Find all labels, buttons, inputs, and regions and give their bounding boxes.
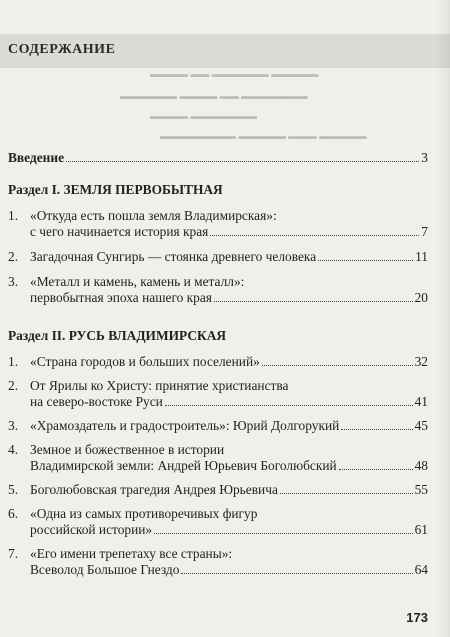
toc-entry <box>8 482 428 498</box>
dot-leader <box>280 492 413 494</box>
toc-entry-body <box>30 546 428 578</box>
show-through-text: ▬▬▬▬▬▬▬▬ ▬▬▬▬▬ ▬▬▬ ▬▬▬▬▬ <box>160 132 367 142</box>
toc-line <box>30 290 428 306</box>
toc-entry <box>8 442 428 474</box>
section-title: Раздел I. ЗЕМЛЯ ПЕРВОБЫТНАЯ <box>8 182 223 197</box>
toc-page-ref: 20 <box>414 290 428 305</box>
toc-line <box>30 394 428 410</box>
toc-line <box>30 562 428 578</box>
toc-entry-number: 1. <box>8 208 19 223</box>
toc-entry-number: 3. <box>8 274 19 289</box>
toc-line-text: Введение <box>8 150 65 165</box>
dot-leader <box>181 572 412 574</box>
dot-leader <box>214 300 413 302</box>
toc-entry-body <box>30 442 428 474</box>
page-edge-shadow <box>436 0 450 637</box>
toc-entry-intro <box>8 150 428 166</box>
toc-entry <box>8 249 428 265</box>
dot-leader <box>262 364 413 366</box>
toc-page-ref: 64 <box>414 562 428 577</box>
toc-page-ref: 55 <box>414 482 428 497</box>
toc-line-text: Боголюбовская трагедия Андрея Юрьевича <box>30 482 278 497</box>
toc-page-ref: 45 <box>414 418 428 433</box>
toc-line-text: Загадочная Сунгирь — стоянка древнего человека <box>30 249 317 264</box>
page-heading: СОДЕРЖАНИЕ <box>8 42 116 57</box>
toc-line-text: первобытная эпоха нашего края <box>30 290 212 305</box>
toc-line <box>30 418 428 434</box>
toc-page-ref: 61 <box>414 522 428 537</box>
dot-leader <box>339 468 413 470</box>
toc-entry <box>8 506 428 538</box>
toc-page-ref: 32 <box>414 354 428 369</box>
toc-entry <box>8 274 428 306</box>
toc-line-text: «Откуда есть пошла земля Владимирская»: <box>30 208 277 223</box>
dot-leader <box>66 160 419 162</box>
toc-entry <box>8 546 428 578</box>
toc-line-text: Всеволод Большое Гнездо <box>30 562 180 577</box>
dot-leader <box>165 404 413 406</box>
toc-entry-number: 1. <box>8 354 19 369</box>
toc-line-text: на северо-востоке Руси <box>30 394 163 409</box>
toc-line-text: «Страна городов и больших поселений» <box>30 354 260 369</box>
toc-entry-number: 6. <box>8 506 19 521</box>
table-of-contents <box>8 150 428 586</box>
toc-line-text: с чего начинается история края <box>30 224 209 239</box>
toc-page-ref: 3 <box>421 150 428 165</box>
toc-line-text: российской истории» <box>30 522 153 537</box>
toc-line <box>30 249 428 265</box>
toc-entry-number: 5. <box>8 482 19 497</box>
toc-entry-body <box>30 378 428 410</box>
page-number: 173 <box>406 610 428 625</box>
toc-entry <box>8 418 428 434</box>
toc-entry-number: 4. <box>8 442 19 457</box>
toc-line-text: «Храмоздатель и градостроитель»: Юрий Долгорукий <box>30 418 340 433</box>
toc-line-text: Земное и божественное в истории <box>30 442 225 457</box>
toc-line <box>30 522 428 538</box>
dot-leader <box>341 428 412 430</box>
toc-entry-number: 7. <box>8 546 19 561</box>
toc-line-text: От Ярилы ко Христу: принятие христианства <box>30 378 289 393</box>
toc-entry-body <box>30 354 428 370</box>
toc-line <box>30 224 428 240</box>
toc-entry-body <box>30 506 428 538</box>
dot-leader <box>210 234 419 236</box>
toc-page-ref: 41 <box>414 394 428 409</box>
toc-page-ref: 48 <box>414 458 428 473</box>
toc-line <box>30 354 428 370</box>
section-title: Раздел II. РУСЬ ВЛАДИМИРСКАЯ <box>8 328 227 343</box>
dot-leader <box>154 532 412 534</box>
show-through-text: ▬▬▬▬▬▬ ▬▬▬▬ ▬▬ ▬▬▬▬▬▬▬ <box>120 92 308 102</box>
toc-entry <box>8 378 428 410</box>
toc-line-text: «Одна из самых противоречивых фигур <box>30 506 258 521</box>
toc-entry-number: 2. <box>8 378 19 393</box>
toc-entry-body <box>30 274 428 306</box>
show-through-text: ▬▬▬▬ ▬▬ ▬▬▬▬▬▬ ▬▬▬▬▬ <box>150 70 319 80</box>
toc-line <box>30 482 428 498</box>
toc-line-text: Владимирской земли: Андрей Юрьевич Боголюбский <box>30 458 337 473</box>
toc-entry <box>8 208 428 240</box>
toc-line-text: «Металл и камень, камень и металл»: <box>30 274 245 289</box>
toc-page-ref: 11 <box>415 249 428 264</box>
dot-leader <box>318 259 413 261</box>
toc-line-text: «Его имени трепетаху все страны»: <box>30 546 233 561</box>
toc-entry-body <box>30 208 428 240</box>
toc-entry-body <box>30 249 428 265</box>
show-through-text: ▬▬▬▬ ▬▬▬▬▬▬▬ <box>150 112 257 122</box>
toc-entry <box>8 354 428 370</box>
toc-entry-body <box>30 482 428 498</box>
toc-entry-number: 3. <box>8 418 19 433</box>
toc-line <box>30 458 428 474</box>
toc-entry-number: 2. <box>8 249 19 264</box>
toc-entry-body <box>30 418 428 434</box>
toc-page-ref: 7 <box>421 224 428 239</box>
